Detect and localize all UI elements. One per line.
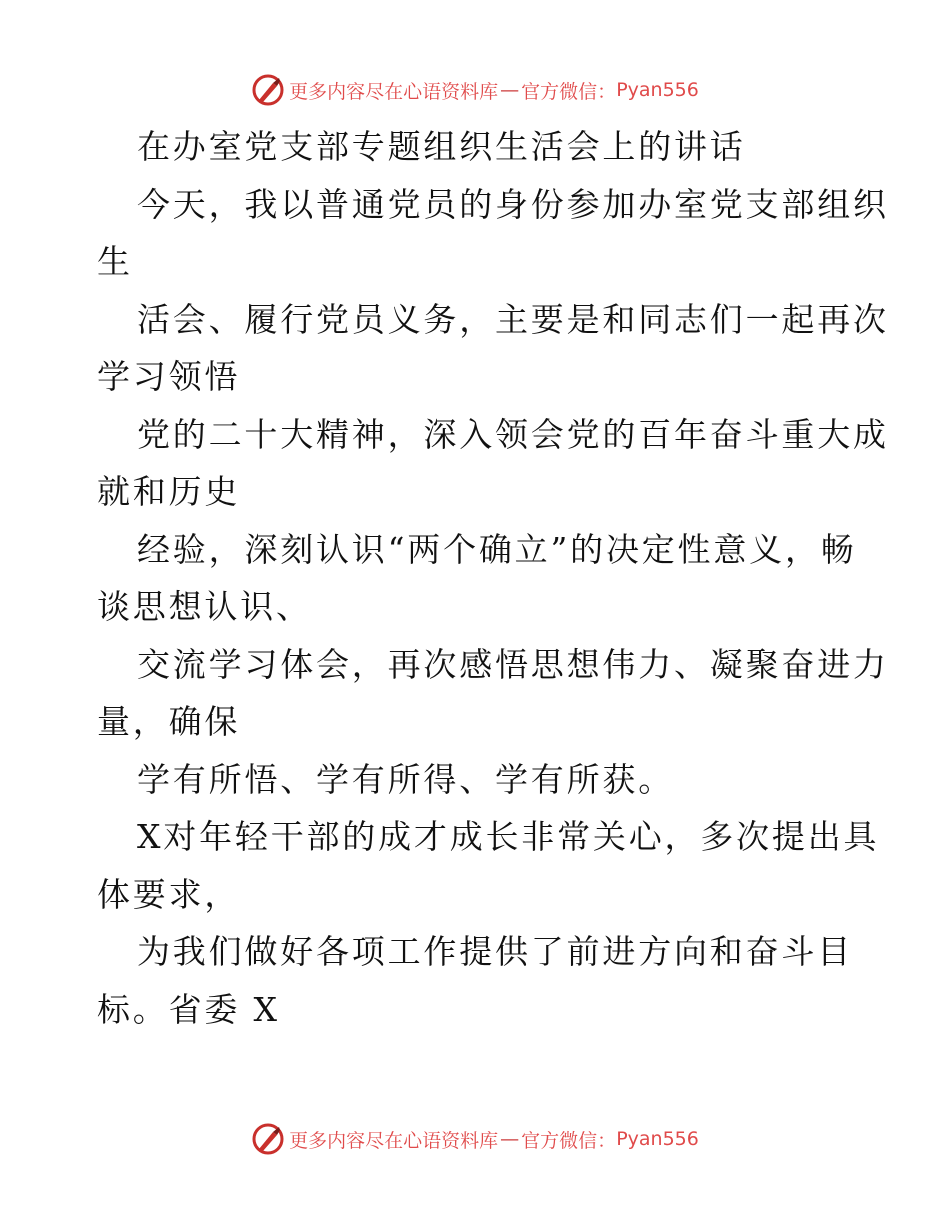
body-line: 活会、履行党员义务，主要是和同志们一起再次 <box>137 299 889 339</box>
header-banner <box>0 70 950 110</box>
body-line: 为我们做好各项工作提供了前进方向和奋斗目 <box>137 932 853 971</box>
body-line: 学有所悟、学有所得、学有所获。 <box>137 759 674 799</box>
quill-pen-logo-icon <box>251 1122 285 1156</box>
footer-contact-text: 官方微信： <box>521 1129 617 1152</box>
body-line: 学习领悟 <box>97 357 241 396</box>
footer-separator: — <box>500 1128 520 1150</box>
header-site-text: 更多内容尽在心语资料库 <box>289 80 499 103</box>
body-line: 标。省委 X <box>97 989 280 1029</box>
footer-site-text: 更多内容尽在心语资料库 <box>289 1129 499 1152</box>
document-title: 在办室党支部专题组织生活会上的讲话 <box>137 127 746 166</box>
body-line: 量，确保 <box>97 702 241 741</box>
footer-banner <box>0 1119 950 1159</box>
body-line: 党的二十大精神，深入领会党的百年奋斗重大成 <box>137 414 889 454</box>
body-line: 体要求， <box>97 874 241 914</box>
header-contact-text: 官方微信： <box>521 80 617 103</box>
body-line: 今天，我以普通党员的身份参加办室党支部组织 <box>137 184 889 224</box>
footer-wechat-id: Pyan556 <box>616 1128 699 1150</box>
body-line: 经验，深刻认识“两个确立”的决定性意义，畅 <box>137 529 857 569</box>
document-body <box>97 118 889 1038</box>
body-line: 谈思想认识、 <box>97 587 312 626</box>
header-separator: — <box>500 79 520 101</box>
body-line: X对年轻干部的成才成长非常关心，多次提出具 <box>137 817 880 856</box>
body-line: 生 <box>97 242 133 281</box>
body-line: 就和历史 <box>97 472 241 511</box>
body-line: 交流学习体会，再次感悟思想伟力、凝聚奋进力 <box>137 644 889 684</box>
quill-pen-logo-icon <box>251 73 285 107</box>
header-wechat-id: Pyan556 <box>616 79 699 101</box>
